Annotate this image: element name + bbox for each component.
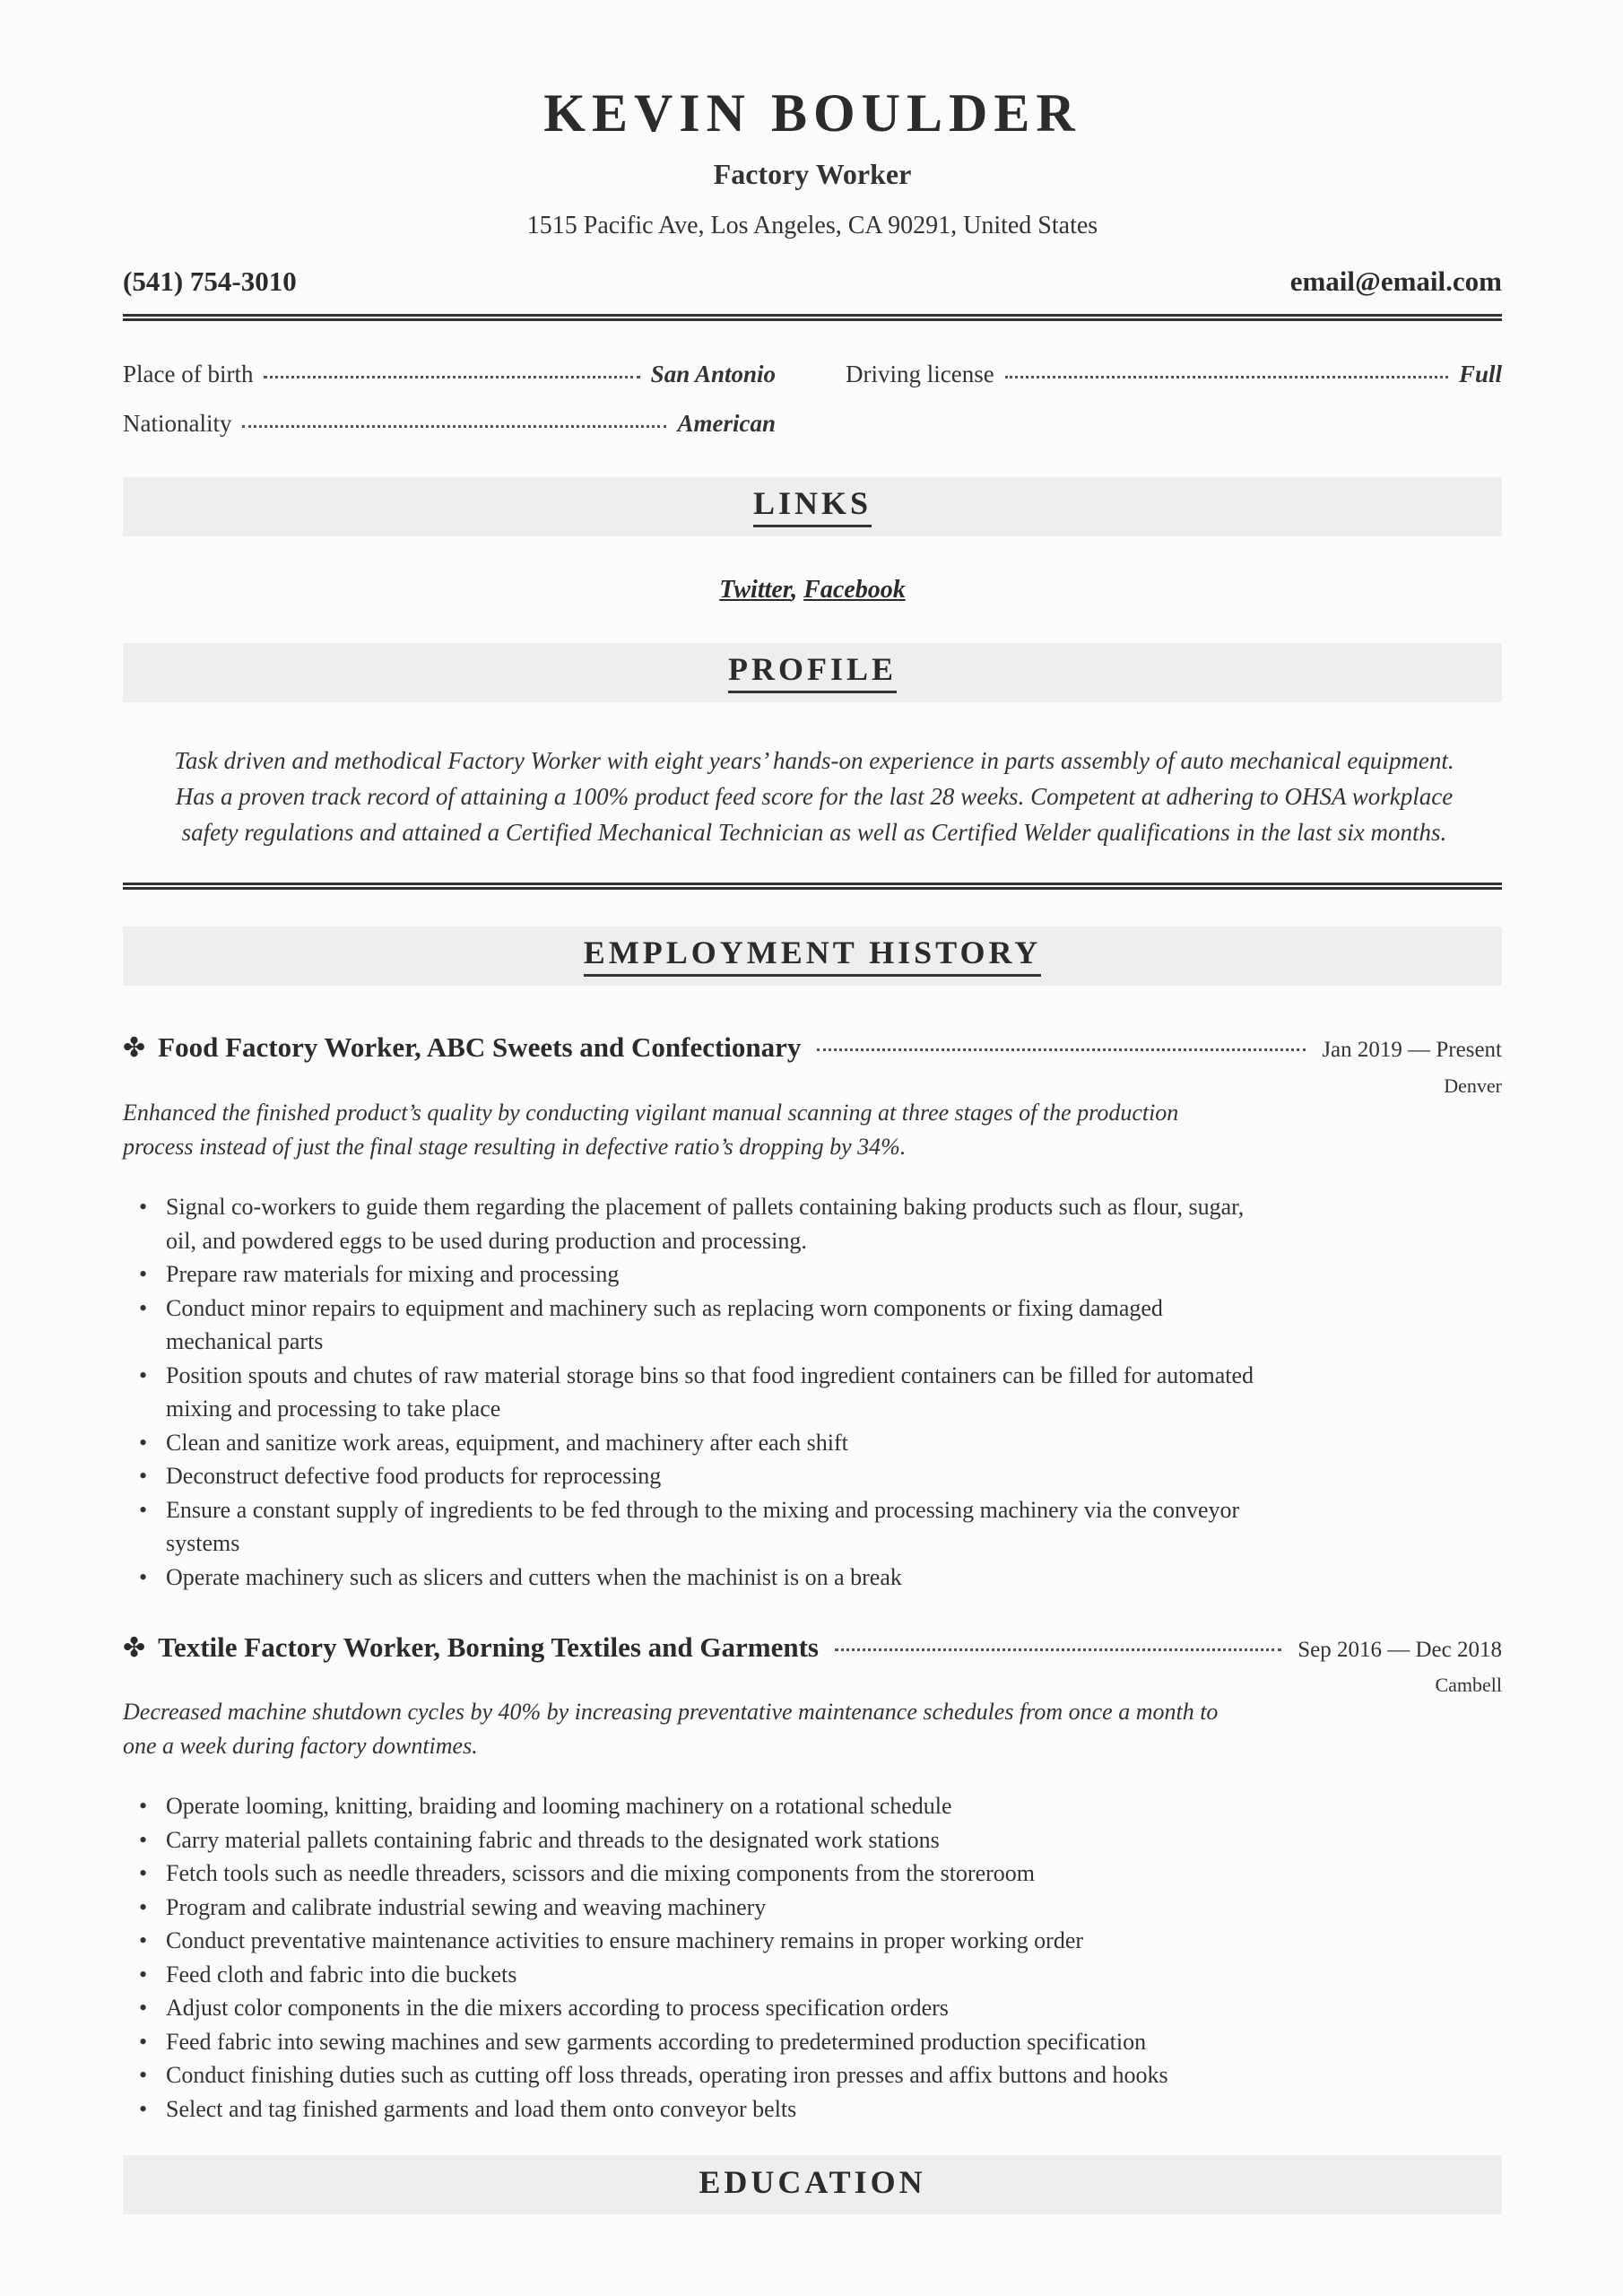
job-header xyxy=(123,1031,1502,1064)
candidate-title: Factory Worker xyxy=(713,158,912,190)
job-dates: Sep 2016 — Dec 2018 xyxy=(1298,1638,1502,1662)
detail-label: Driving license xyxy=(846,361,994,387)
list-item: • Carry material pallets containing fabric and threads to the designated work stations xyxy=(166,1823,1269,1857)
list-item: • Conduct preventative maintenance activities to ensure machinery remains in proper working order xyxy=(166,1924,1269,1958)
detail-nationality xyxy=(123,410,776,438)
list-item: • Prepare raw materials for mixing and processing xyxy=(166,1257,1269,1292)
list-item: • Ensure a constant supply of ingredients to be fed through to the mixing and processing machinery via the conveyor systems xyxy=(166,1493,1269,1561)
dot-leader xyxy=(264,376,639,378)
list-item: • Clean and sanitize work areas, equipment, and machinery after each shift xyxy=(166,1426,1269,1460)
section-heading: LINKS xyxy=(753,486,872,528)
dot-leader xyxy=(1005,376,1448,378)
link-separator: , xyxy=(791,576,798,604)
candidate-name: KEVIN BOULDER xyxy=(543,83,1081,143)
section-heading: EMPLOYMENT HISTORY xyxy=(584,935,1041,978)
job-duties xyxy=(166,1190,1269,1594)
profile-text: Task driven and methodical Factory Worker with eight years’ hands-on experience in parts assembly of auto mechanical equipment. Has a proven track record of attaining a 100% product feed score for the last 28 weeks. Competent at adhering to OHSA workplace safety regulations and attained a Certified Mechanical Technician as well as Certified Welder qualifications in the last six months. xyxy=(174,747,1454,846)
job-dates: Jan 2019 — Present xyxy=(1322,1038,1502,1062)
job-header xyxy=(123,1631,1502,1664)
list-item: • Feed fabric into sewing machines and sew garments according to predetermined production specification xyxy=(166,2025,1269,2059)
detail-label: Nationality xyxy=(123,410,232,437)
list-item: • Select and tag finished garments and load them onto conveyor belts xyxy=(166,2092,1269,2126)
header-divider xyxy=(123,314,1502,321)
resume-page xyxy=(123,0,1502,2296)
profile-divider xyxy=(123,883,1502,890)
job-location: Denver xyxy=(1444,1074,1502,1097)
detail-value: American xyxy=(677,410,776,437)
list-item: • Adjust color components in the die mixers according to process specification orders xyxy=(166,1991,1269,2025)
job-title: Textile Factory Worker, Borning Textiles and Garments xyxy=(158,1631,819,1663)
section-profile xyxy=(123,643,1502,702)
section-heading: PROFILE xyxy=(728,652,897,694)
list-item: • Operate machinery such as slicers and cutters when the machinist is on a break xyxy=(166,1561,1269,1595)
list-item: • Conduct minor repairs to equipment and machinery such as replacing worn components or fixing damaged mechanical parts xyxy=(166,1292,1269,1359)
dot-leader xyxy=(835,1648,1281,1651)
list-item: • Program and calibrate industrial sewing and weaving machinery xyxy=(166,1891,1269,1925)
list-item: • Position spouts and chutes of raw material storage bins so that food ingredient containers can be filled for automated mixing and processing to take place xyxy=(166,1359,1269,1426)
facebook-link[interactable]: Facebook xyxy=(803,576,906,604)
clover-icon: ✤ xyxy=(123,1633,146,1663)
job-summary: Decreased machine shutdown cycles by 40% by increasing preventative maintenance schedules from once a month to one a week during factory downtimes. xyxy=(123,1699,1219,1759)
list-item: • Operate looming, knitting, braiding and looming machinery on a rotational schedule xyxy=(166,1789,1269,1823)
section-heading: EDUCATION xyxy=(699,2164,926,2201)
dot-leader xyxy=(242,425,666,428)
links-list xyxy=(123,576,1502,604)
job-title: Food Factory Worker, ABC Sweets and Confectionary xyxy=(158,1031,802,1063)
list-item: • Feed cloth and fabric into die buckets xyxy=(166,1958,1269,1992)
detail-value: San Antonio xyxy=(650,361,776,387)
section-education xyxy=(123,2155,1502,2214)
detail-value: Full xyxy=(1458,361,1502,387)
detail-place-of-birth xyxy=(123,361,776,388)
phone-number: (541) 754-3010 xyxy=(123,265,297,297)
list-item: • Deconstruct defective food products for reprocessing xyxy=(166,1459,1269,1493)
clover-icon: ✤ xyxy=(123,1033,146,1063)
detail-driving-license xyxy=(846,361,1502,388)
section-links xyxy=(123,477,1502,536)
email-address: email@email.com xyxy=(1289,265,1502,297)
detail-label: Place of birth xyxy=(123,361,254,387)
twitter-link[interactable]: Twitter xyxy=(719,576,792,604)
list-item: • Fetch tools such as needle threaders, scissors and die mixing components from the storeroom xyxy=(166,1857,1269,1891)
job-location: Cambell xyxy=(1435,1674,1502,1696)
section-employment xyxy=(123,926,1502,986)
dot-leader xyxy=(817,1048,1306,1051)
list-item: • Conduct finishing duties such as cutting off loss threads, operating iron presses and affix buttons and hooks xyxy=(166,2058,1269,2092)
job-summary: Enhanced the finished product’s quality by conducting vigilant manual scanning at three stages of the production process instead of just the final stage resulting in defective ratio’s dropping by 34%. xyxy=(123,1100,1179,1160)
address: 1515 Pacific Ave, Los Angeles, CA 90291, United States xyxy=(526,212,1098,239)
job-duties xyxy=(166,1789,1269,2126)
list-item: • Signal co-workers to guide them regarding the placement of pallets containing baking products such as flour, sugar, oil, and powdered eggs to be used during production and processing. xyxy=(166,1190,1269,1257)
